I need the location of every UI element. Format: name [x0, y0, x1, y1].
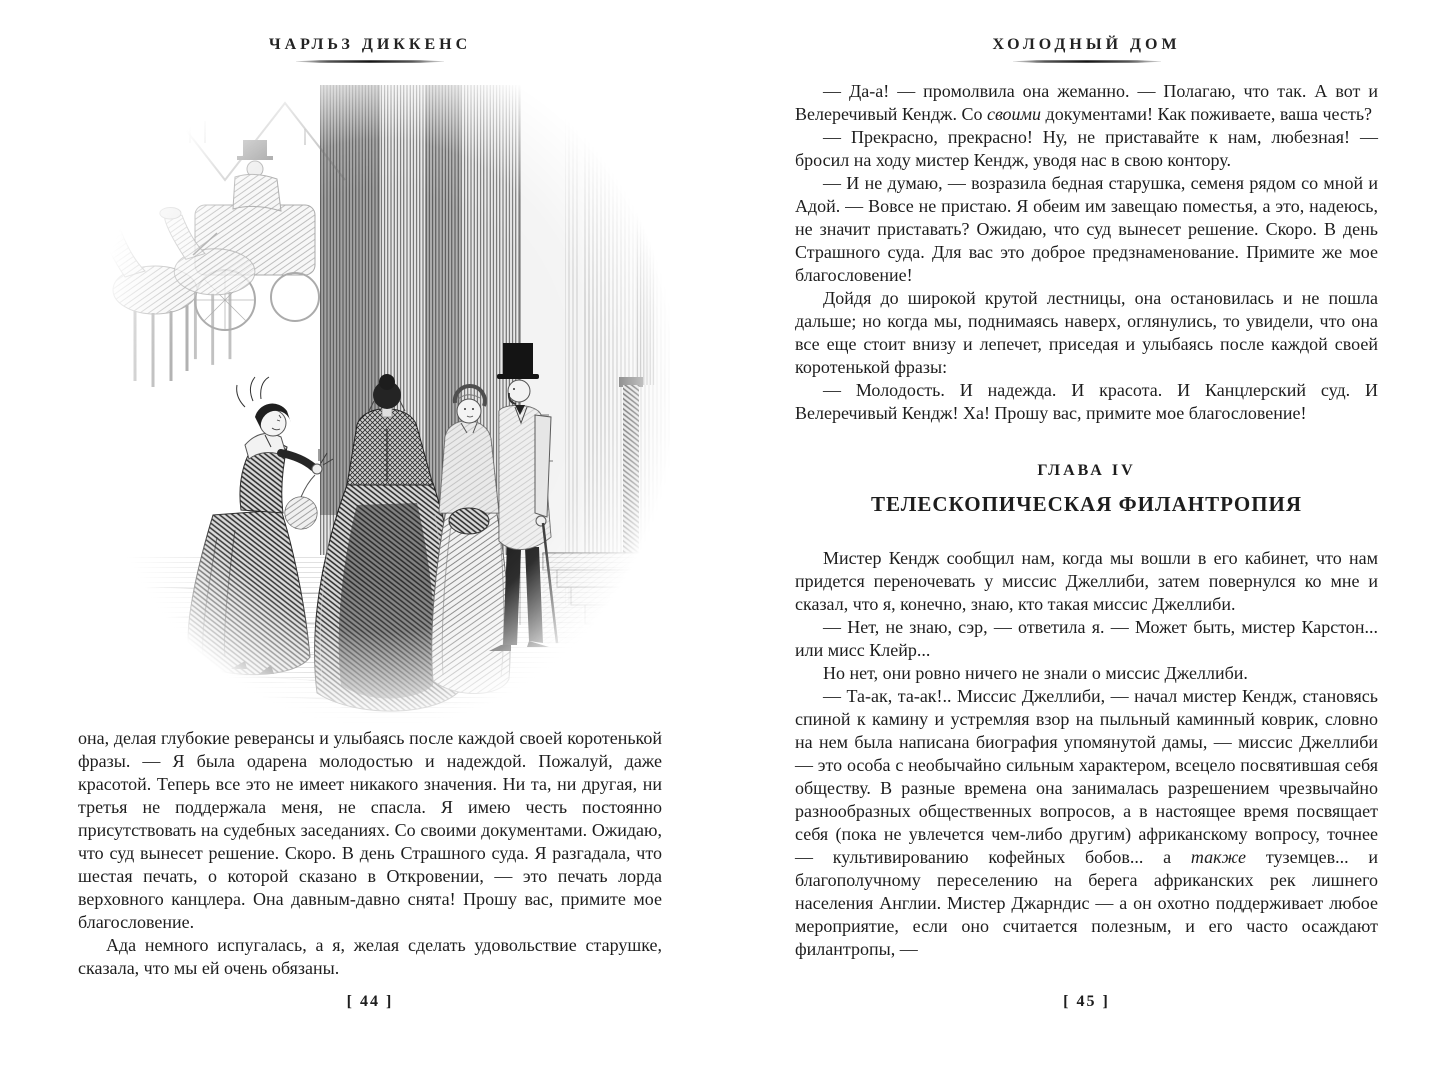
text-run: — Молодость. И надежда. И красота. И Канцлерский суд. И Велеречивый Кендж! Ха! Прошу вас, примите мое благословение!	[795, 380, 1378, 423]
engraving-illustration	[95, 85, 670, 725]
paragraphs-before-chapter	[795, 80, 1378, 425]
paragraph	[795, 379, 1378, 425]
text-run: она, делая глубокие реверансы и улыбаясь после каждой своей коротенькой фразы. — Я была одарена молодостью и надеждой. Пожалуй, даже красотой. Теперь все это не имеет никакого значения. Ни та, ни другая, ни третья не поддержала меня, не спасла. Я имею честь постоянно присутствовать на судебных заседаниях. Со своими документами. Ожидаю, что суд вынесет решение. Скоро. В день Страшного суда. Я разгадала, что шестая печать, о которой сказано в Откровении, — это печать лорда верховного канцлера. Она давным-давно снята! Прошу вас, примите мое благословение.	[78, 728, 662, 932]
paragraph	[795, 662, 1378, 685]
paragraph	[795, 685, 1378, 961]
paragraph	[78, 934, 662, 980]
text-run: Мистер Кендж сообщил нам, когда мы вошли в его кабинет, что нам придется переночевать у миссис Джеллиби, затем повернулся ко мне и сказал, что я, конечно, знаю, кто такая миссис Джеллиби.	[795, 548, 1378, 614]
header-rule	[1013, 60, 1161, 63]
text-run: документами! Как поживаете, ваша честь?	[1041, 104, 1373, 124]
paragraph	[795, 172, 1378, 287]
page-right	[720, 0, 1440, 1080]
chapter-title: ТЕЛЕСКОПИЧЕСКАЯ ФИЛАНТРОПИЯ	[870, 492, 1303, 516]
text-column-right	[795, 80, 1378, 961]
paragraph	[78, 727, 662, 934]
chapter-number: ГЛАВА IV	[1037, 462, 1136, 479]
italic-text: также	[1190, 847, 1247, 867]
text-run: — Та-ак, та-ак!.. Миссис Джеллиби, — начал мистер Кендж, становясь спиной к камину и устремляя взор на пыльный каминный коврик, словно на нем была написана биография упомянутой дамы, — миссис Джеллиби — это особа с необычайно сильным характером, всецело посвятившая себя обществу. В разные времена она занималась разрешением чрезвычайно разнообразных общественных вопросов, а в настоящее время посвящает себя (пока не увлечется чем-либо другим) африканскому вопросу, точнее — культивированию кофейных бобов... а	[795, 686, 1378, 867]
text-run: — Да-а! — промолвила она жеманно. — Полагаю, что так. А вот и Велеречивый Кендж. Со	[795, 81, 1378, 124]
carriage-and-horses	[98, 103, 345, 387]
italic-text: своими	[986, 104, 1042, 124]
page-number-right: [ 45 ]	[1063, 993, 1110, 1010]
running-head-author: ЧАРЛЬЗ ДИККЕНС	[268, 36, 472, 53]
chapter-heading	[795, 461, 1378, 517]
text-run: Ада немного испугалась, а я, желая сделать удовольствие старушке, сказала, что мы ей очень обязаны.	[78, 935, 662, 978]
paragraphs-after-chapter	[795, 547, 1378, 961]
text-column-left	[78, 727, 662, 980]
paragraph	[795, 80, 1378, 126]
header-rule	[296, 60, 444, 63]
text-run: — И не думаю, — возразила бедная старушка, семеня рядом со мной и Адой. — Вовсе не пристаю. Я обеим им завещаю поместья, а это, надеюсь, не значит приставать? Ожидаю, что суд вынесет решение. Скоро. В день Страшного суда. Для вас это доброе предзнаменование. Примите же мое благословение!	[795, 173, 1378, 285]
paragraph	[795, 287, 1378, 379]
bleak-house-engraving	[95, 85, 670, 725]
text-run: Но нет, они ровно ничего не знали о миссис Джеллиби.	[823, 663, 1248, 683]
text-run: Дойдя до широкой крутой лестницы, она остановилась и не пошла дальше; но когда мы, поднимаясь наверх, оглянулись, то увидели, что она все еще стоит внизу и лепечет, приседая и улыбаясь после каждой своей коротенькой фразы:	[795, 288, 1378, 377]
text-run: — Прекрасно, прекрасно! Ну, не приставайте к нам, любезная! — бросил на ходу мистер Кендж, уводя нас в свою контору.	[795, 127, 1378, 170]
paragraph	[795, 616, 1378, 662]
paragraph	[795, 126, 1378, 172]
paragraph	[795, 547, 1378, 616]
text-run: туземцев... и благополучному переселению на берега африканских рек лишнего населения Англии. Мистер Джарндис — а он охотно поддерживает любое мероприятие, если оно считается полезным, и его часто осаждают филантропы, —	[795, 847, 1379, 959]
page-number-left: [ 44 ]	[346, 993, 394, 1010]
running-head-title: ХОЛОДНЫЙ ДОМ	[992, 36, 1181, 53]
text-run: — Нет, не знаю, сэр, — ответила я. — Может быть, мистер Карстон... или мисс Клейр...	[795, 617, 1378, 660]
